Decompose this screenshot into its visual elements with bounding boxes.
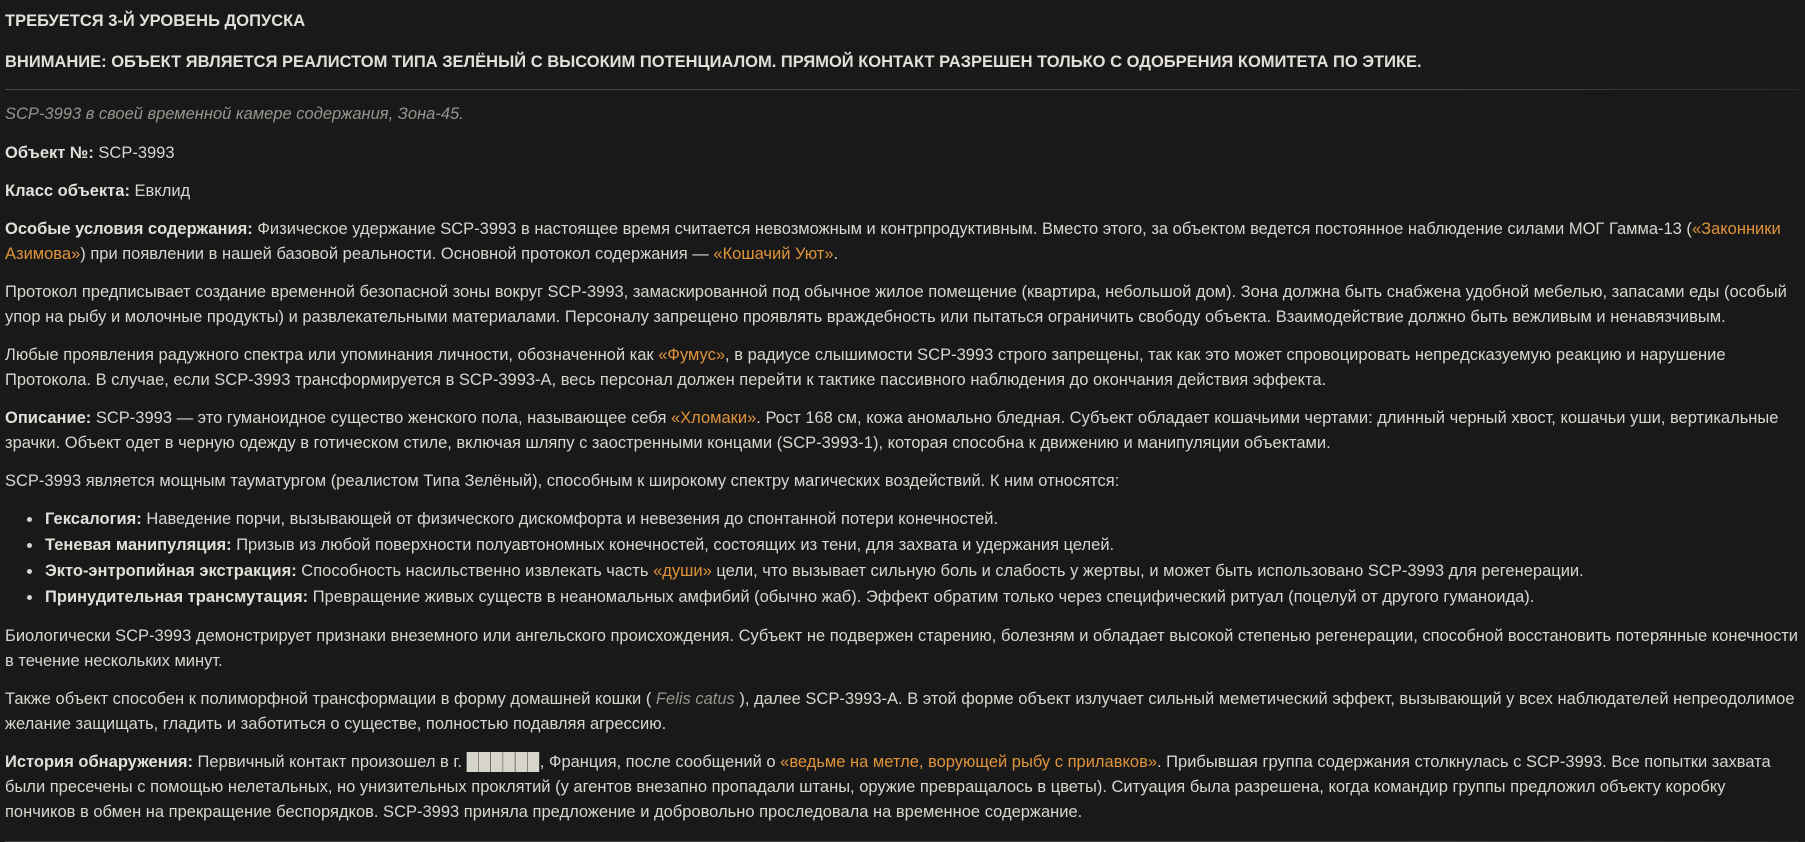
- text-run: , в радиусе слышимости SCP-3993 строго запрещены, так как это может спровоцировать непредсказуемую реакцию и нарушение Протокола. В случае, если SCP-3993 трансформируется в SCP-3993-А, весь персонал должен перейти к тактике пассивного наблюдения до окончания действия эффекта.: [5, 346, 1726, 389]
- text-run: . Рост 168 см, кожа аномально бледная. Субъект обладает кошачьими чертами: длинный черный хвост, кошачьи уши, вертикальные зрачки. Объект одет в черную одежду в готическом стиле, включая шляпу с заостренными концами (SCP-3993-1), которая способна к движению и манипуляции объектами.: [5, 409, 1779, 452]
- abilities-list: [5, 507, 1799, 611]
- list-item: [43, 585, 1799, 611]
- text-run: цели, что вызывает сильную боль и слабость у жертвы, и может быть использовано SCP-3993 для регенерации.: [711, 562, 1584, 580]
- image-caption: SCP-3993 в своей временной камере содержания, Зона-45.: [5, 105, 464, 123]
- list-item: [43, 533, 1799, 559]
- text-run: SCP-3993 является мощным тауматургом (реалистом Типа Зелёный), способным к широкому спектру магических воздействий. К ним относятся:: [5, 472, 1120, 490]
- wiki-link[interactable]: «Законники Азимова»: [5, 220, 1781, 263]
- text-run: SCP-3993 — это гуманоидное существо женского пола, называющее себя: [91, 409, 671, 427]
- thaumaturge-intro: [5, 469, 1799, 494]
- bold-label: Особые условия содержания:: [5, 220, 253, 238]
- redaction-block: ██████: [466, 753, 540, 771]
- wiki-link[interactable]: «Фумус»: [658, 346, 726, 364]
- wiki-link[interactable]: «Кошачий Уют»: [713, 245, 834, 263]
- top-divider: [5, 89, 1799, 90]
- object-class: [5, 179, 1799, 204]
- text-run: Любые проявления радужного спектра или упоминания личности, обозначенной как: [5, 346, 659, 364]
- restrictions: [5, 343, 1799, 393]
- discovery-history: [5, 750, 1799, 825]
- wiki-link[interactable]: «Хломаки»: [670, 409, 757, 427]
- text-run: Евклид: [129, 182, 191, 200]
- bold-label: Теневая манипуляция:: [45, 536, 232, 554]
- text-run: Физическое удержание SCP-3993 в настоящее время считается невозможным и контрпродуктивным. Вместо этого, за объектом ведется постоянное наблюдение силами МОГ Гамма-13 (: [252, 220, 1692, 238]
- text-run: .: [833, 245, 839, 263]
- biology: [5, 624, 1799, 674]
- protocol-description: [5, 280, 1799, 330]
- text-run: Наведение порчи, вызывающей от физического дискомфорта и невезения до спонтанной потери конечностей.: [141, 510, 999, 528]
- text-run: . Прибывшая группа содержания столкнулась с SCP-3993. Все попытки захвата были пресечены с помощью нелетальных, но унизительных проклятий (у агентов внезапно пропадали штаны, оружие превращалось в цветы). Ситуация была разрешена, когда командир группы предложил объекту коробку пончиков в обмен на прекращение беспорядков. SCP-3993 приняла предложение и добровольно проследовала на временное содержание.: [5, 753, 1771, 821]
- list-item: [43, 507, 1799, 533]
- latin-species-name: Felis catus: [655, 690, 735, 708]
- text-run: Способность насильственно извлекать часть: [296, 562, 654, 580]
- bold-label: История обнаружения:: [5, 753, 193, 771]
- item-number: [5, 141, 1799, 166]
- bold-label: Гексалогия:: [45, 510, 142, 528]
- cat-form: [5, 687, 1799, 737]
- text-run: Первичный контакт произошел в г.: [192, 753, 467, 771]
- text-run: Превращение живых существ в неаномальных амфибий (обычно жаб). Эффект обратим только через специфический ритуал (поцелуй от другого гуманоида).: [308, 588, 1535, 606]
- text-run: Призыв из любой поверхности полуавтономных конечностей, состоящих из тени, для захвата и удержания целей.: [231, 536, 1115, 554]
- clearance-notice: ТРЕБУЕТСЯ 3-Й УРОВЕНЬ ДОПУСКА: [5, 12, 306, 30]
- text-run: Биологически SCP-3993 демонстрирует признаки внеземного или ангельского происхождения. Субъект не подвержен старению, болезням и обладает высокой степенью регенерации, способной восстановить потерянные конечности в течение нескольких минут.: [5, 627, 1798, 670]
- warning-notice: ВНИМАНИЕ: ОБЪЕКТ ЯВЛЯЕТСЯ РЕАЛИСТОМ ТИПА ЗЕЛЁНЫЙ С ВЫСОКИМ ПОТЕНЦИАЛОМ. ПРЯМОЙ КОНТАКТ РАЗРЕШЕН ТОЛЬКО С ОДОБРЕНИЯ КОМИТЕТА ПО ЭТИКЕ.: [5, 53, 1422, 71]
- bold-label: Принудительная трансмутация:: [45, 588, 309, 606]
- text-run: ), далее SCP-3993-А. В этой форме объект излучает сильный меметический эффект, вызывающий у всех наблюдателей непреодолимое желание защищать, гладить и заботиться о существе, полностью подавляя агрессию.: [5, 690, 1795, 733]
- document-body: [5, 141, 1799, 825]
- text-run: SCP-3993: [93, 144, 175, 162]
- bold-label: Экто-энтропийная экстракция:: [45, 562, 297, 580]
- description: [5, 406, 1799, 456]
- list-item: [43, 559, 1799, 585]
- text-run: ) при появлении в нашей базовой реальности. Основной протокол содержания —: [80, 245, 714, 263]
- bold-label: Объект №:: [5, 144, 94, 162]
- containment-procedures: [5, 217, 1799, 267]
- bold-label: Описание:: [5, 409, 92, 427]
- wiki-link[interactable]: «души»: [653, 562, 712, 580]
- bold-label: Класс объекта:: [5, 182, 130, 200]
- text-run: Также объект способен к полиморфной трансформации в форму домашней кошки (: [5, 690, 656, 708]
- text-run: , Франция, после сообщений о: [539, 753, 781, 771]
- text-run: Протокол предписывает создание временной безопасной зоны вокруг SCP-3993, замаскированной под обычное жилое помещение (квартира, небольшой дом). Зона должна быть снабжена удобной мебелью, запасами еды (особый упор на рыбу и молочные продукты) и развлекательными материалами. Персоналу запрещено проявлять враждебность или пытаться ограничить свободу объекта. Взаимодействие должно быть вежливым и ненавязчивым.: [5, 283, 1787, 326]
- wiki-link[interactable]: «ведьме на метле, ворующей рыбу с прилавков»: [780, 753, 1158, 771]
